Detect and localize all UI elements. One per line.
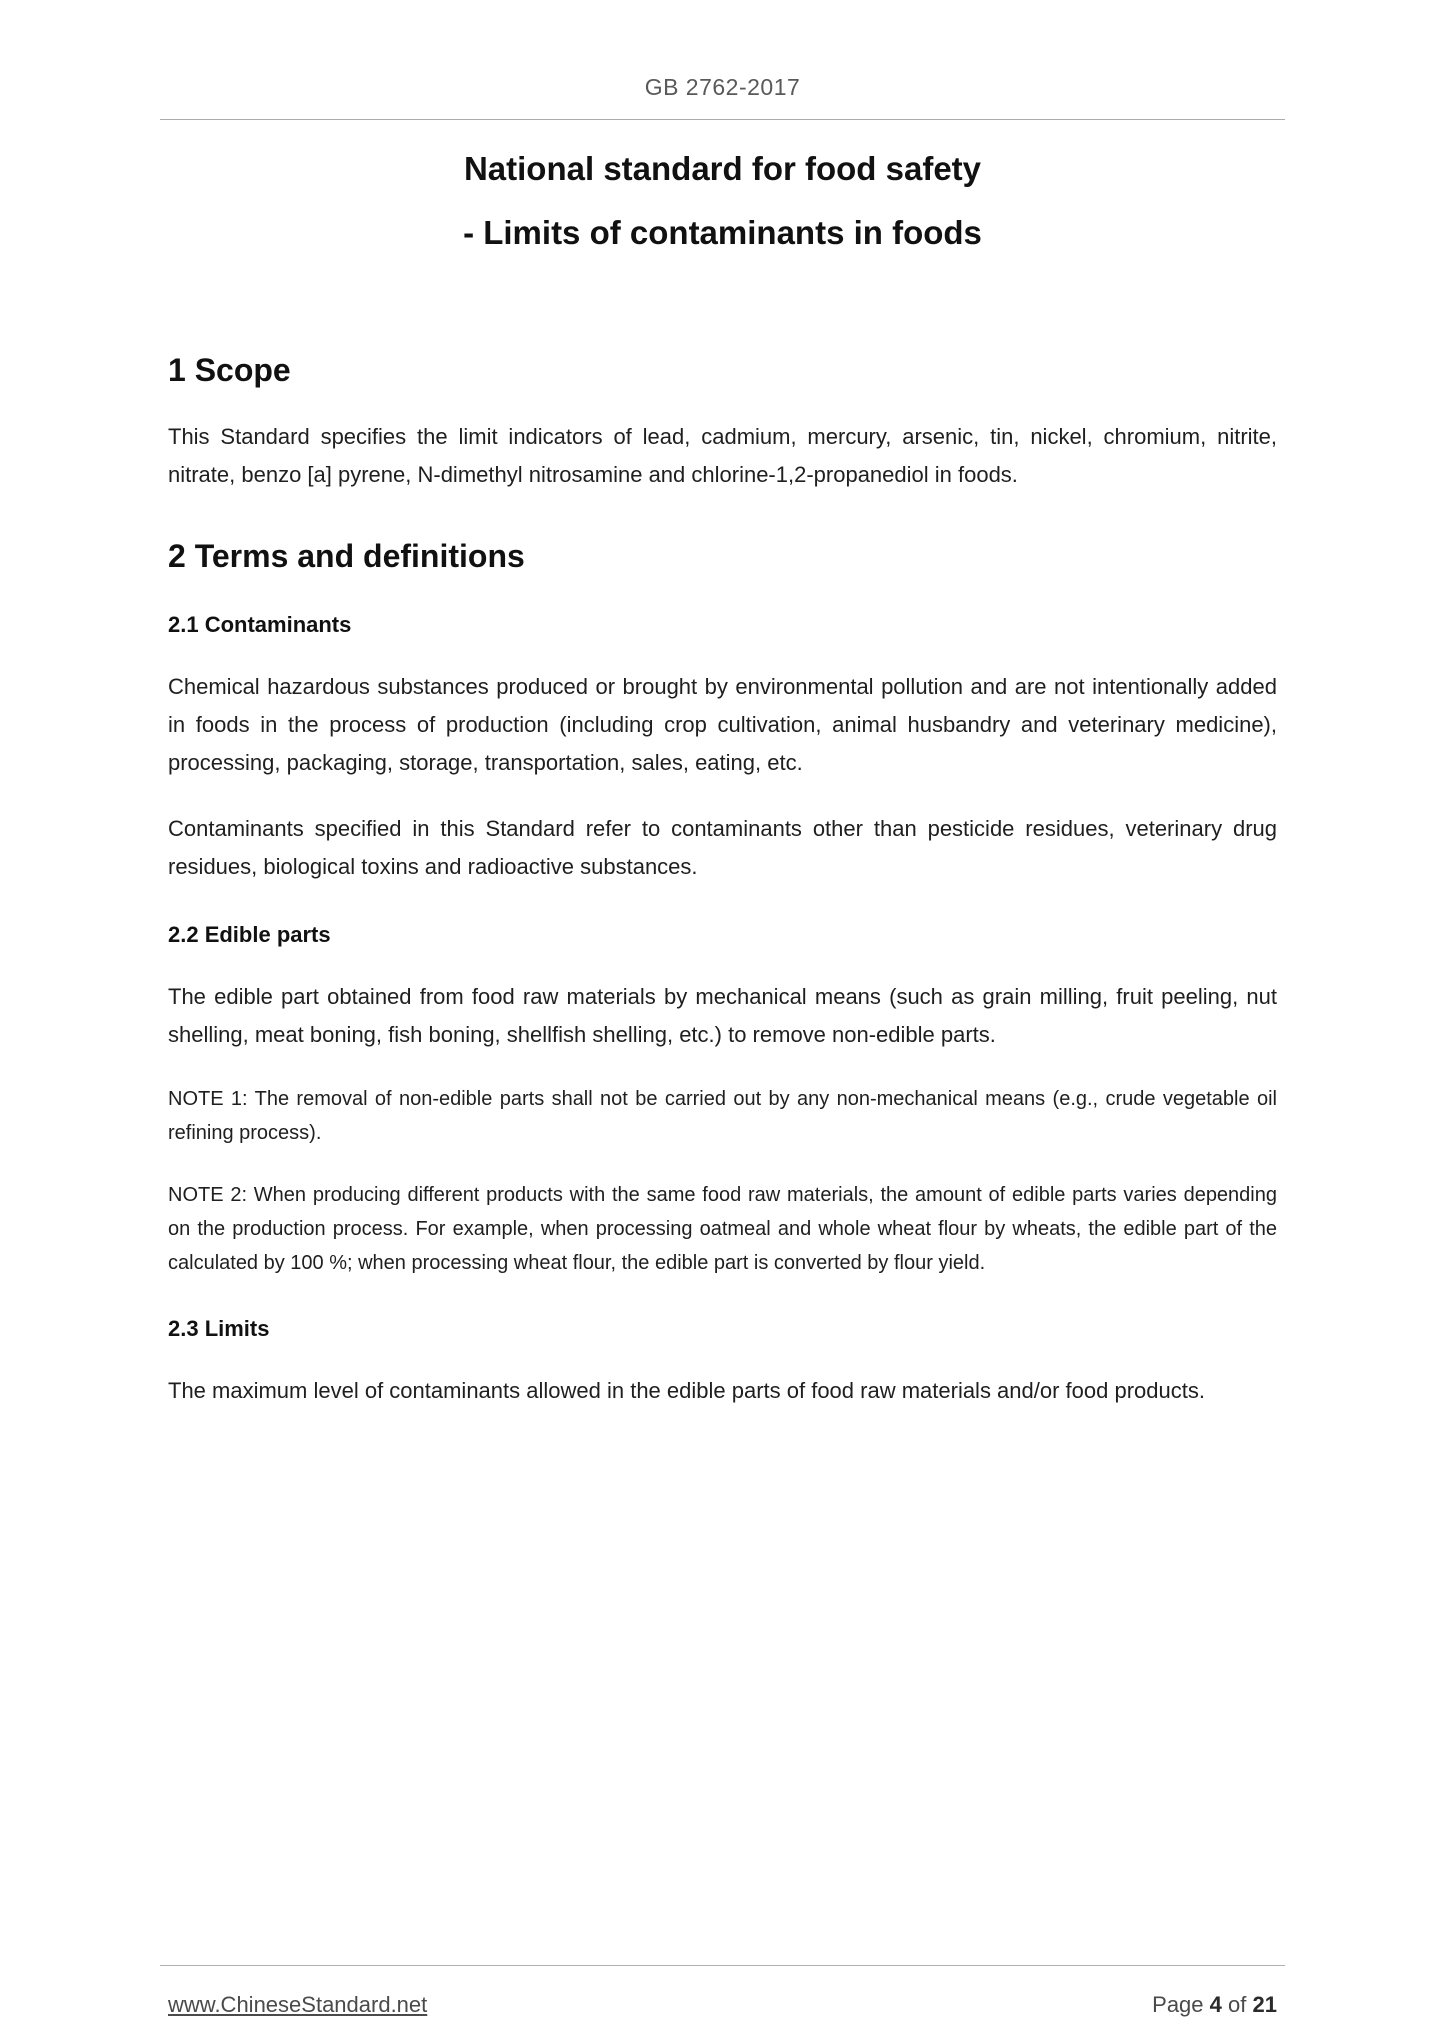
page-indicator bbox=[1152, 1992, 1277, 2018]
paragraph-edible-parts-definition: The edible part obtained from food raw materials by mechanical means (such as grain milling, fruit peeling, nut shelling, meat boning, fish boning, shellfish shelling, etc.) to remove non-edible parts. bbox=[168, 984, 1277, 1047]
footer-site-link[interactable]: www.ChineseStandard.net bbox=[168, 1992, 428, 2017]
of-word: of bbox=[1228, 1992, 1247, 2017]
header-divider bbox=[160, 119, 1285, 120]
paragraph-contaminants-definition: Chemical hazardous substances produced or brought by environmental pollution and are not intentionally added in foods in the process of production (including crop cultivation, animal husbandry and veterinary medicine), processing, packaging, storage, transportation, sales, eating, etc. bbox=[168, 674, 1277, 775]
note-2: NOTE 2: When producing different products with the same food raw materials, the amount of edible parts varies depending on the production process. For example, when processing oatmeal and whole wheat flour by wheats, the edible part of the calculated by 100 %; when processing wheat flour, the edible part is converted by flour yield. bbox=[168, 1184, 1277, 1274]
document-footer bbox=[160, 1965, 1285, 2018]
subsection-heading-edible-parts: 2.2 Edible parts bbox=[168, 922, 331, 947]
document-body bbox=[0, 148, 1445, 1410]
section-heading-scope: 1 Scope bbox=[168, 352, 291, 388]
note-1: NOTE 1: The removal of non-edible parts shall not be carried out by any non-mechanical means (e.g., crude vegetable oil refining process). bbox=[168, 1088, 1277, 1144]
document-header bbox=[0, 0, 1445, 120]
page-word: Page bbox=[1152, 1992, 1204, 2017]
subsection-heading-limits: 2.3 Limits bbox=[168, 1316, 270, 1341]
page-number: 4 bbox=[1209, 1992, 1222, 2017]
document-title bbox=[168, 148, 1277, 254]
paragraph-limits-definition: The maximum level of contaminants allowed in the edible parts of food raw materials and/or food products. bbox=[168, 1378, 1205, 1403]
section-heading-terms-definitions: 2 Terms and definitions bbox=[168, 538, 525, 574]
paragraph-contaminants-scope: Contaminants specified in this Standard refer to contaminants other than pesticide residues, veterinary drug residues, biological toxins and radioactive substances. bbox=[168, 816, 1277, 879]
standard-code: GB 2762-2017 bbox=[644, 74, 801, 100]
total-pages: 21 bbox=[1252, 1992, 1277, 2017]
paragraph-scope: This Standard specifies the limit indicators of lead, cadmium, mercury, arsenic, tin, nickel, chromium, nitrite, nitrate, benzo [a] pyrene, N-dimethyl nitrosamine and chlorine-1,2-propanediol in foods. bbox=[168, 424, 1277, 487]
document-title-line2: - Limits of contaminants in foods bbox=[463, 214, 982, 251]
document-title-line1: National standard for food safety bbox=[463, 150, 982, 187]
subsection-heading-contaminants: 2.1 Contaminants bbox=[168, 612, 352, 637]
